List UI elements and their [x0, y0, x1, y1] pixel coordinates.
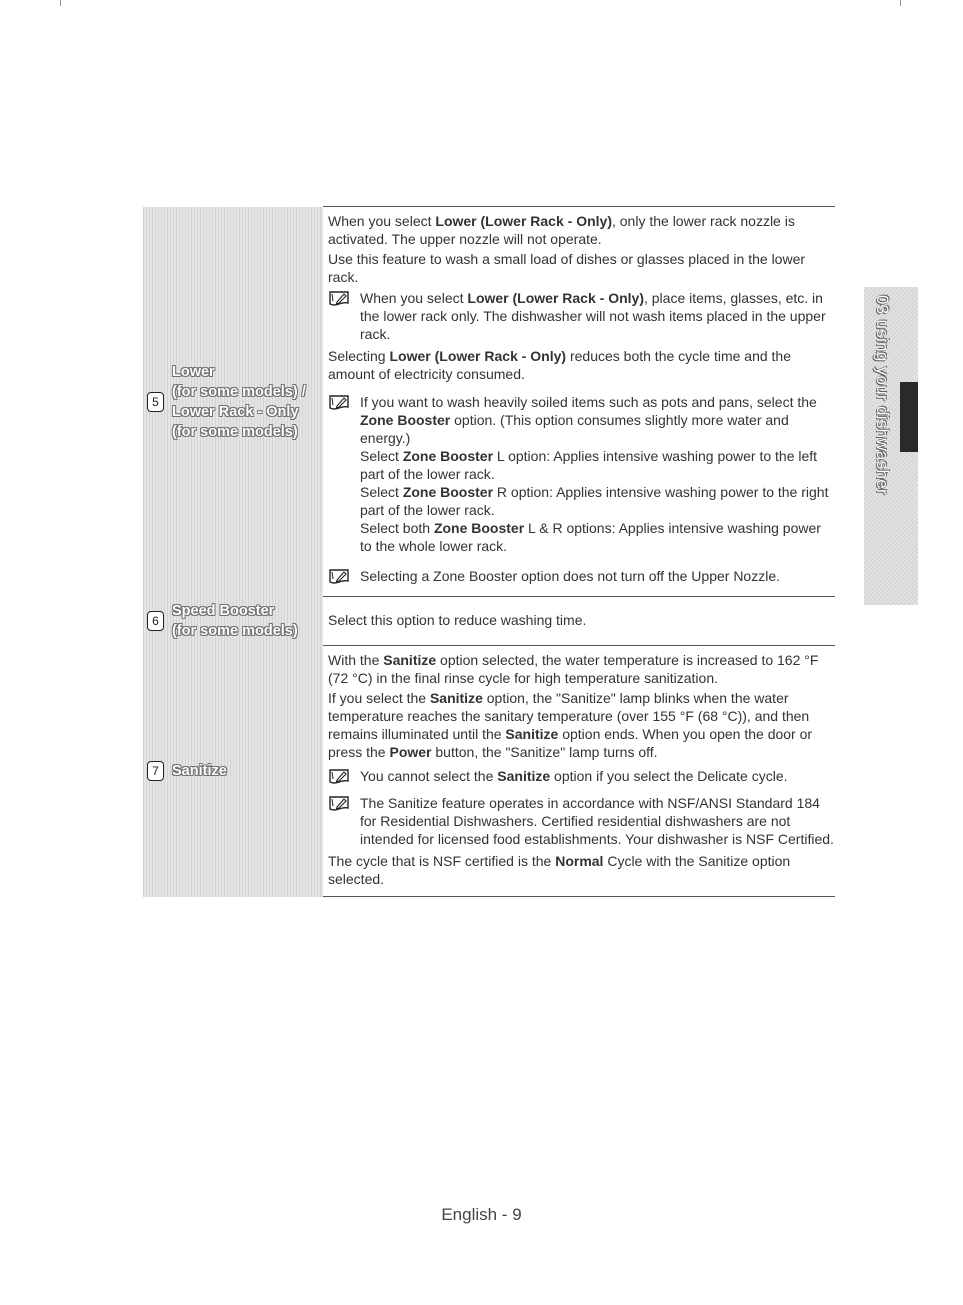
paragraph: The cycle that is NSF certified is the Normal Cycle with the Sanitize option selected.	[328, 853, 791, 887]
label-line: Lower	[172, 363, 215, 380]
label-line: (for some models)	[172, 423, 298, 440]
note-icon	[328, 795, 350, 813]
note-icon	[328, 768, 350, 786]
option-description	[323, 597, 835, 646]
label-line: Sanitize	[172, 763, 227, 779]
label-line: (for some models)	[172, 623, 298, 639]
paragraph: Select this option to reduce washing time.	[328, 612, 587, 628]
label-line: Speed Booster	[172, 603, 275, 619]
note: You cannot select the Sanitize option if you select the Delicate cycle.	[328, 767, 835, 786]
section-tab-label: 03 using your dishwasher	[873, 295, 892, 495]
option-row-lower	[143, 207, 835, 597]
paragraph: If you select the Sanitize option, the "Sanitize" lamp blinks when the water temperature reaches the sanitary temperature (over 155 °F (68 °C)), and then remains illuminated until the Sanitize option ends. When you open the door or press the Power button, the "Sanitize" lamp turns off.	[328, 690, 813, 760]
option-label	[172, 601, 298, 641]
section-tab-marker	[900, 382, 918, 452]
section-tab	[864, 287, 918, 605]
option-row-sanitize	[143, 646, 835, 897]
option-number-badge: 7	[147, 761, 164, 781]
note: When you select Lower (Lower Rack - Only), place items, glasses, etc. in the lower rack only. The dishwasher will not wash items placed in the upper rack.	[328, 289, 835, 343]
note-icon	[328, 394, 350, 412]
option-label	[172, 761, 227, 781]
label-line: Lower Rack - Only	[172, 403, 299, 420]
page-number: English - 9	[441, 1205, 522, 1224]
paragraph: Use this feature to wash a small load of dishes or glasses placed in the lower rack.	[328, 251, 806, 285]
option-label-cell	[143, 646, 323, 897]
crop-mark-right	[900, 0, 901, 6]
option-row-speed-booster	[143, 597, 835, 646]
option-number-badge: 5	[147, 392, 164, 412]
option-label-cell	[143, 597, 323, 646]
paragraph: Selecting Lower (Lower Rack - Only) reduces both the cycle time and the amount of electricity consumed.	[328, 348, 791, 382]
label-line: (for some models) /	[172, 383, 306, 400]
option-description	[323, 646, 835, 897]
option-label	[172, 362, 306, 442]
note: If you want to wash heavily soiled items such as pots and pans, select the Zone Booster option. (This option consumes slightly more water and energy.) Select Zone Booster L option: Applies intensive washing power to the left part of the lower rack. Select Zone Booster R option: Applies intensive washing power to the right part of the lower rack. Select both Zone Booster L & R options: Applies intensive washing power to the whole lower rack.	[328, 393, 835, 555]
paragraph: When you select Lower (Lower Rack - Only), only the lower rack nozzle is activated. The upper nozzle will not operate.	[328, 213, 795, 247]
note: The Sanitize feature operates in accordance with NSF/ANSI Standard 184 for Residential Dishwashers. Certified residential dishwashers are not intended for licensed food establishments. Your dishwasher is NSF Certified.	[328, 794, 835, 848]
option-number-badge: 6	[147, 611, 164, 631]
crop-mark-left	[60, 0, 61, 6]
note: Selecting a Zone Booster option does not turn off the Upper Nozzle.	[328, 567, 835, 586]
option-description	[323, 207, 835, 597]
paragraph: With the Sanitize option selected, the water temperature is increased to 162 °F (72 °C) in the final rinse cycle for high temperature sanitization.	[328, 652, 819, 686]
note-icon	[328, 290, 350, 308]
note-icon	[328, 568, 350, 586]
options-table	[143, 206, 835, 897]
option-label-cell	[143, 207, 323, 597]
